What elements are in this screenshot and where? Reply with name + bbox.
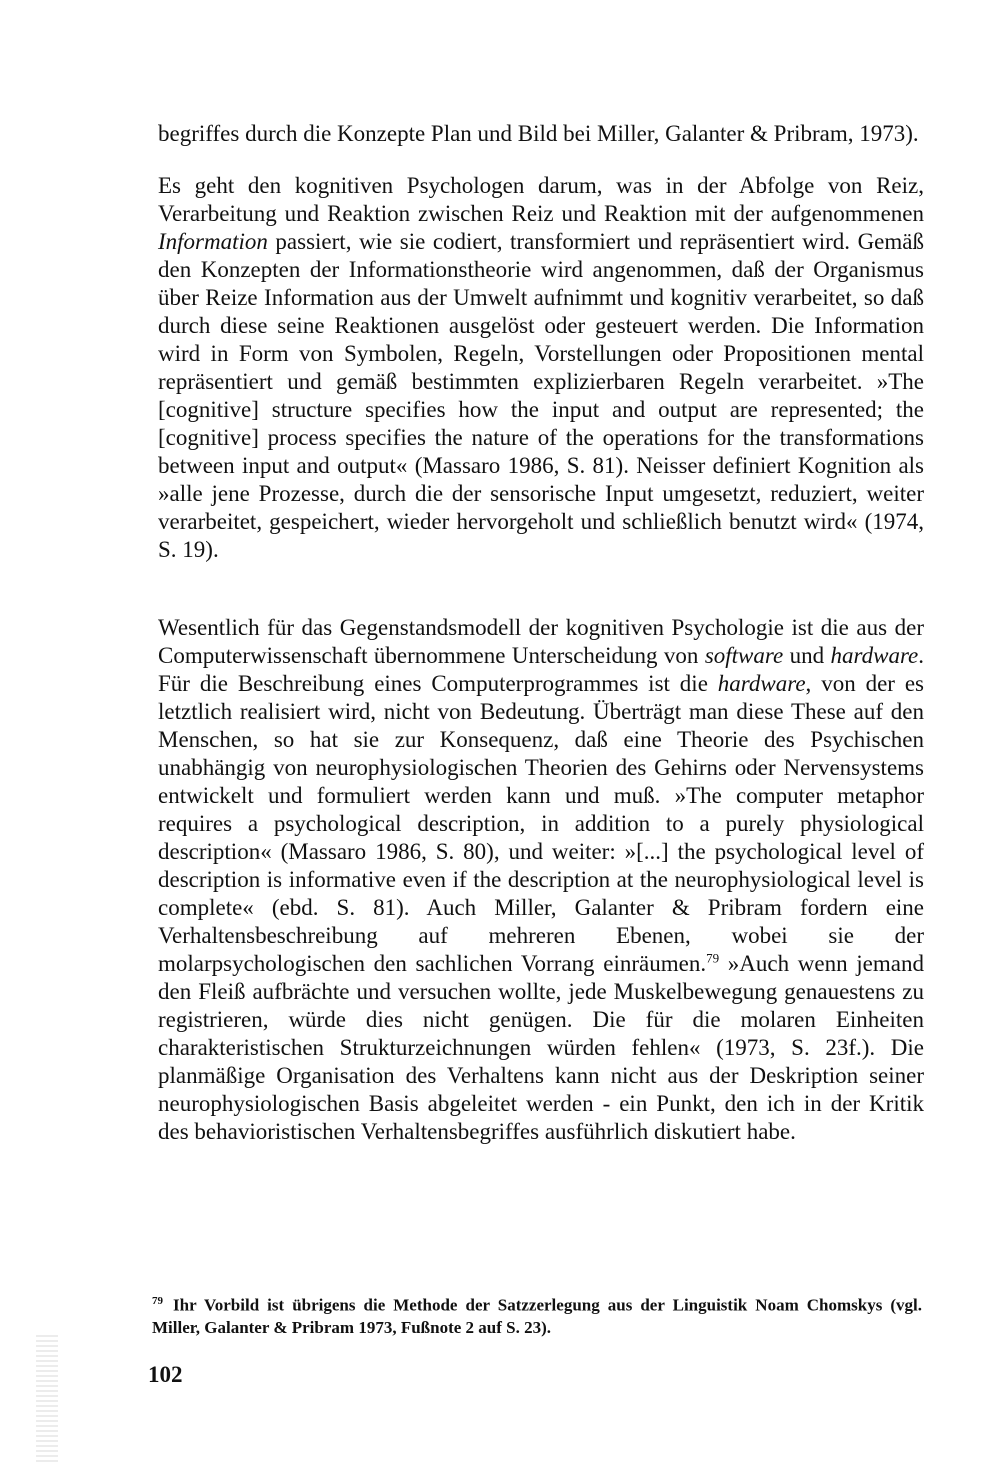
scan-binding-edge <box>36 1335 58 1463</box>
paragraph-cognitive-psychology <box>158 172 924 564</box>
emphasis-hardware: hardware <box>717 671 806 696</box>
paragraph-text: passiert, wie sie codiert, transformiert und repräsentiert wird. Gemäß den Konzepten der Informationstheorie wird angenommen, daß der Organismus über Reize Information aus der Umwelt aufnimmt und kognitiv verarbeitet, so daß durch diese seine Reaktionen ausgelöst oder gesteuert werden. Die Information wird in Form von Symbolen, Regeln, Vorstellungen oder Propositionen mental repräsentiert und gemäß bestimmten explizierbaren Regeln verarbeitet. »The [cognitive] structure specifies how the input and output are represented; the [cognitive] process specifies the nature of the operations for the transformations between input and output« (Massaro 1986, S. 81). Neisser definiert Kognition als »alle jene Prozesse, durch die der sensorische Input umgesetzt, reduziert, weiter verarbeitet, gespeichert, wieder hervorgeholt und schließlich benutzt wird« (1974, S. 19). <box>158 229 924 562</box>
emphasis-software: software <box>704 643 784 668</box>
footnote-reference[interactable]: 79 <box>706 950 720 966</box>
emphasis-hardware: hardware <box>830 643 919 668</box>
paragraph-text: und <box>783 643 831 668</box>
page-number: 102 <box>148 1362 183 1387</box>
paragraph-text: . Für die Beschreibung eines Computerprogrammes ist die <box>158 643 924 696</box>
paragraph-continuation: begriffes durch die Konzepte Plan und Bild bei Miller, Galanter & Pribram, 1973). <box>158 121 919 146</box>
emphasis-information: Information <box>158 229 268 254</box>
footnote <box>152 1290 922 1339</box>
paragraph-text: Wesentlich für das Gegenstandsmodell der kognitiven Psychologie ist die aus der Computerwissenschaft übernommene Unterscheidung von <box>158 615 924 668</box>
paragraph-object-model <box>158 614 924 1146</box>
paragraph-text: »Auch wenn jemand den Fleiß aufbrächte und versuchen wollte, jede Muskelbewegung genauestens zu registrieren, würde dies nicht genügen. Die für die molaren Einheiten charakteristischen Strukturzeichnungen würden fehlen« (1973, S. 23f.). Die planmäßige Organisation des Verhaltens kann nicht aus der Deskription seiner neurophysiologischen Basis abgeleitet werden - ein Punkt, den ich in der Kritik des behavioristischen Verhaltensbegriffes ausführlich diskutiert habe. <box>158 951 924 1144</box>
footnote-text: Ihr Vorbild ist übrigens die Methode der Satzzerlegung aus der Linguistik Noam Chomskys (vgl. Miller, Galanter & Pribram 1973, Fußnote 2 auf S. 23). <box>152 1295 922 1337</box>
paragraph-text: , von der es letztlich realisiert wird, nicht von Bedeutung. Überträgt man diese These auf den Menschen, so hat sie zur Konsequenz, daß eine Theorie des Psychischen unabhängig von neurophysiologischen Theorien des Gehirns oder Nervensystems entwickelt und formuliert werden kann und muß. »The computer metaphor requires a psychological description, in addition to a purely physiological description« (Massaro 1986, S. 80), und weiter: »[...] the psychological level of description is informative even if the description at the neurophysiological level is complete« (ebd. S. 81). Auch Miller, Galanter & Pribram fordern eine Verhaltensbeschreibung auf mehreren Ebenen, wobei sie der molarpsychologischen den sachlichen Vorrang einräumen. <box>158 671 924 976</box>
footnote-marker: 79 <box>152 1295 163 1307</box>
paragraph-text: Es geht den kognitiven Psychologen darum, was in der Abfolge von Reiz, Verarbeitung und Reaktion zwischen Reiz und Reaktion mit der aufgenommenen <box>158 173 924 226</box>
